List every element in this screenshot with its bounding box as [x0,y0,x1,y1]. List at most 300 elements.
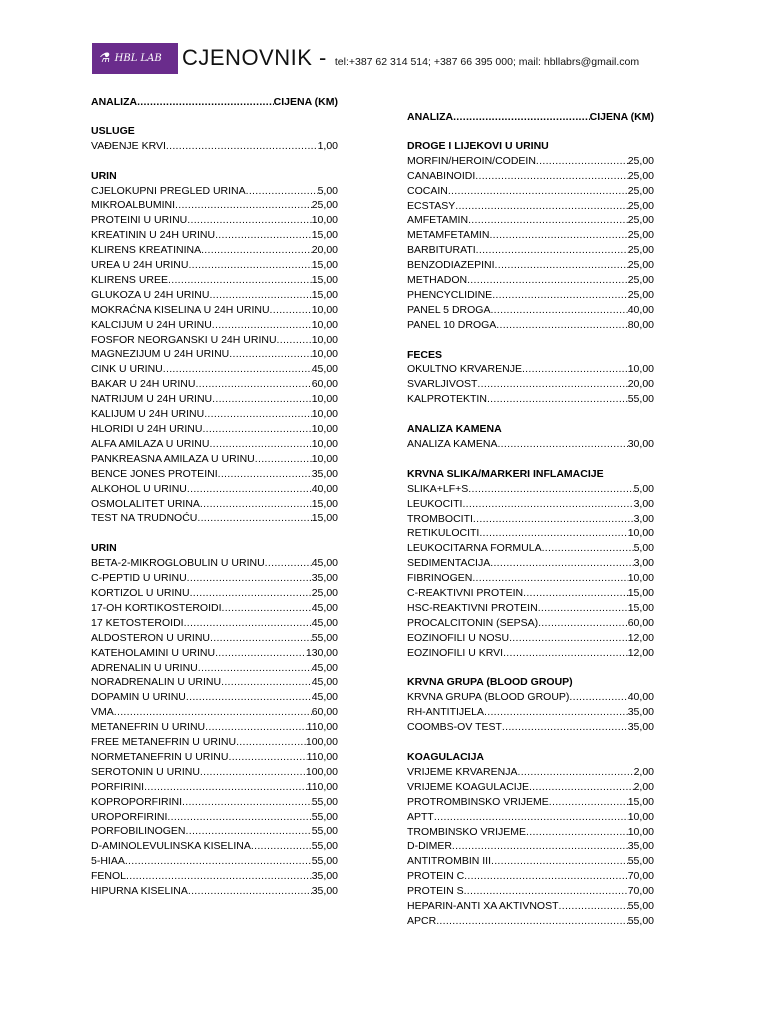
dot-leader [490,556,633,571]
analysis-name: FENOL [91,870,127,883]
dot-leader [538,601,628,616]
dot-leader [569,690,627,705]
dot-leader [475,169,627,184]
analysis-name: AMFETAMIN [407,214,469,227]
hbl-lab-logo [92,43,178,74]
price-section [91,124,338,154]
dot-leader [125,854,312,869]
price-row [91,675,338,690]
analysis-name: VRIJEME KOAGULACIJE [407,780,529,793]
price-row [407,512,654,527]
analysis-price: 35,00 [627,721,654,734]
dot-leader [200,497,312,512]
price-row [91,333,338,348]
analysis-price: 25,00 [627,154,654,167]
price-row [407,169,654,184]
analysis-name: UROPORFIRINI [91,810,168,823]
dot-leader [522,362,628,377]
price-row [91,482,338,497]
analysis-name: MORFIN/HEROIN/CODEIN [407,154,536,167]
column-header-analysis: ANALIZA [407,111,454,123]
price-row [91,303,338,318]
price-row [91,646,338,661]
price-row [407,556,654,571]
analysis-price: 25,00 [627,229,654,242]
dot-leader [186,824,312,839]
analysis-name: FIBRINOGEN [407,572,473,585]
dot-leader [205,720,307,735]
dot-leader [197,511,311,526]
analysis-name: ANTITROMBIN III [407,855,491,868]
analysis-name: HEPARIN-ANTI XA AKTIVNOST [407,900,559,913]
analysis-name: TROMBOCITI [407,512,473,525]
dot-leader [452,839,628,854]
column-header [91,95,338,110]
price-row [407,914,654,929]
price-row [407,839,654,854]
analysis-name: KORTIZOL U URINU [91,586,190,599]
dot-leader [190,586,312,601]
price-row [91,705,338,720]
analysis-name: HLORIDI U 24H URINU [91,423,203,436]
dot-leader [209,437,311,452]
price-row [91,437,338,452]
analysis-price: 100,00 [305,765,338,778]
price-row [91,690,338,705]
analysis-price: 15,00 [311,259,338,272]
analysis-price: 10,00 [311,303,338,316]
analysis-price: 25,00 [311,199,338,212]
dot-leader [476,243,628,258]
analysis-price: 110,00 [306,780,338,793]
analysis-price: 35,00 [311,885,338,898]
analysis-name: ADRENALIN U URINU [91,661,198,674]
price-row [407,765,654,780]
price-row [407,288,654,303]
section-title: ANALIZA KAMENA [407,423,502,436]
dot-leader [468,213,628,228]
price-row [407,825,654,840]
dot-leader [186,690,312,705]
analysis-name: SEDIMENTACIJA [407,557,491,570]
analysis-price: 10,00 [311,408,338,421]
price-row [407,243,654,258]
analysis-price: 3,00 [633,512,654,525]
dot-leader [523,586,628,601]
dot-leader [210,631,312,646]
price-row [91,854,338,869]
analysis-price: 45,00 [311,557,338,570]
analysis-price: 10,00 [311,393,338,406]
price-row [91,497,338,512]
analysis-price: 25,00 [627,184,654,197]
column-header-price: CIJENA (KM) [589,111,654,123]
dot-leader [464,884,628,899]
dot-leader [168,273,312,288]
analysis-price: 3,00 [633,497,654,510]
analysis-name: RH-ANTITIJELA [407,706,485,719]
left-column [91,95,338,914]
price-row [407,482,654,497]
analysis-name: KALIJUM U 24H URINU [91,408,205,421]
dot-leader [200,765,306,780]
dot-leader [495,258,628,273]
analysis-name: PHENCYCLIDINE [407,288,493,301]
dot-leader [526,825,628,840]
dot-leader [489,228,627,243]
analysis-price: 25,00 [627,244,654,257]
dot-leader [509,631,628,646]
dot-leader [236,735,306,750]
analysis-price: 10,00 [627,363,654,376]
column-header [407,110,654,125]
price-row [91,884,338,899]
analysis-name: CINK U URINU [91,363,163,376]
dot-leader [265,556,312,571]
price-row [407,526,654,541]
analysis-name: ALKOHOL U URINU [91,482,187,495]
dot-leader [246,184,318,199]
price-row [91,273,338,288]
dot-leader [270,303,312,318]
section-title: KRVNA SLIKA/MARKERI INFLAMACIJE [407,467,604,480]
analysis-name: METHADON [407,274,468,287]
price-section [407,422,654,452]
analysis-price: 25,00 [627,259,654,272]
dot-leader [277,333,312,348]
analysis-name: NORMETANEFRIN U URINU [91,750,229,763]
analysis-price: 15,00 [627,587,654,600]
analysis-name: COCAIN [407,184,448,197]
price-row [407,646,654,661]
analysis-name: C-PEPTID U URINU [91,572,187,585]
analysis-price: 70,00 [627,870,654,883]
analysis-name: DOPAMIN U URINU [91,691,186,704]
dot-leader [467,273,628,288]
analysis-name: PROTEIN C [407,870,465,883]
price-row [91,213,338,228]
analysis-name: OSMOLALITET URINA [91,497,200,510]
price-row [407,705,654,720]
analysis-price: 10,00 [311,423,338,436]
dot-leader [479,526,627,541]
analysis-price: 45,00 [311,616,338,629]
analysis-name: APTT [407,810,434,823]
analysis-name: ANALIZA KAMENA [407,438,498,450]
dot-leader [549,795,628,810]
dot-leader [491,854,628,869]
analysis-name: GLUKOZA U 24H URINU [91,288,210,301]
analysis-name: KALCIJUM U 24H URINU [91,318,212,331]
price-row [91,765,338,780]
analysis-name: 17-OH KORTIKOSTEROIDI [91,601,222,614]
price-row [91,735,338,750]
analysis-name: HSC-REAKTIVNI PROTEIN [407,601,538,614]
dot-leader [114,705,312,720]
analysis-name: ECSTASY [407,199,456,212]
analysis-name: PANEL 10 DROGA [407,318,497,331]
price-row [91,839,338,854]
price-row [407,571,654,586]
analysis-price: 5,00 [633,482,654,495]
analysis-price: 55,00 [627,393,654,406]
dot-leader [453,110,590,125]
analysis-name: KLIRENS UREE [91,273,169,286]
price-row [91,184,338,199]
dot-leader [492,288,628,303]
dot-leader [215,228,312,243]
dot-leader [201,243,312,258]
analysis-name: VRIJEME KRVARENJA [407,765,518,778]
analysis-name: KATEHOLAMINI U URINU [91,646,216,659]
analysis-name: D-DIMER [407,840,452,853]
section-title: DROGE I LIJEKOVI U URINU [407,139,549,152]
dot-leader [167,810,311,825]
price-row [91,511,338,526]
price-row [91,631,338,646]
dot-leader [204,407,312,422]
analysis-price: 5,00 [317,184,338,197]
price-row [407,780,654,795]
dot-leader [222,601,312,616]
analysis-name: KREATININ U 24H URINU [91,229,216,242]
analysis-name: VAĐENJE KRVI [91,139,166,152]
dot-leader [209,288,311,303]
logo-text: HBL LAB [114,52,162,64]
analysis-name: MAGNEZIJUM U 24H URINU [91,348,230,361]
analysis-price: 5,00 [633,542,654,555]
dot-leader [184,616,312,631]
analysis-name: 5-HIAA [91,855,125,868]
dot-leader [502,720,628,735]
dot-leader [472,571,627,586]
analysis-name: LEUKOCITI [407,497,463,510]
dot-leader [221,675,312,690]
price-row [91,362,338,377]
price-row [91,392,338,407]
analysis-name: FOSFOR NEORGANSKI U 24H URINU [91,333,277,346]
analysis-name: BAKAR U 24H URINU [91,378,196,391]
section-title: KRVNA GRUPA (BLOOD GROUP) [407,676,573,689]
analysis-price: 3,00 [633,557,654,570]
price-row [407,318,654,333]
analysis-name: NATRIJUM U 24H URINU [91,393,213,406]
price-row [91,198,338,213]
analysis-price: 110,00 [306,750,338,763]
price-section [91,541,338,899]
analysis-name: D-AMINOLEVULINSKA KISELINA [91,840,251,853]
dot-leader [484,705,628,720]
analysis-price: 45,00 [311,661,338,674]
price-row [407,392,654,407]
analysis-name: UREA U 24H URINU [91,259,189,272]
price-row [407,884,654,899]
price-row [407,854,654,869]
analysis-name: PORFOBILINOGEN [91,825,186,838]
analysis-name: PROCALCITONIN (SEPSA) [407,616,539,629]
price-row [407,184,654,199]
analysis-name: APCR [407,914,437,927]
dot-leader [487,392,628,407]
analysis-name: TROMBINSKO VRIJEME [407,825,527,838]
analysis-price: 45,00 [311,601,338,614]
analysis-price: 35,00 [627,840,654,853]
dot-leader [529,780,634,795]
dot-leader [251,839,312,854]
dot-leader [187,213,311,228]
dot-leader [462,497,633,512]
analysis-price: 60,00 [311,706,338,719]
contact-info: tel:+387 62 314 514; +387 66 395 000; mail: hbllabrs@gmail.com [334,56,640,68]
analysis-price: 20,00 [627,378,654,391]
analysis-price: 30,00 [627,438,654,450]
dot-leader [436,914,628,929]
dot-leader [202,422,311,437]
dot-leader [542,541,634,556]
analysis-name: EOZINOFILI U KRVI [407,646,504,659]
dot-leader [503,646,628,661]
dot-leader [198,661,312,676]
analysis-price: 60,00 [311,378,338,391]
dot-leader [218,467,312,482]
price-row [407,616,654,631]
price-row [91,556,338,571]
dot-leader [163,362,312,377]
document-header [92,42,639,74]
price-row [91,407,338,422]
analysis-price: 130,00 [305,646,338,659]
price-row [91,288,338,303]
analysis-name: SVARLJIVOST [407,378,478,391]
analysis-price: 55,00 [311,631,338,644]
price-row [91,139,338,154]
analysis-price: 55,00 [627,855,654,868]
analysis-name: NORADRENALIN U URINU [91,676,222,689]
price-row [91,869,338,884]
dot-leader [212,318,312,333]
analysis-price: 20,00 [311,244,338,257]
analysis-name: BETA-2-MIKROGLOBULIN U URINU [91,557,265,570]
analysis-name: RETIKULOCITI [407,527,480,540]
analysis-name: SLIKA+LF+S [407,482,469,495]
analysis-name: ALFA AMILAZA U URINU [91,437,210,450]
price-row [407,720,654,735]
analysis-price: 10,00 [311,214,338,227]
dot-leader [473,512,634,527]
dot-leader [137,95,274,110]
analysis-name: FREE METANEFRIN U URINU [91,736,237,749]
price-row [407,213,654,228]
analysis-name: EOZINOFILI U NOSU [407,631,510,644]
analysis-price: 25,00 [627,214,654,227]
analysis-name: KOPROPORFIRINI [91,795,183,808]
analysis-name: BENCE JONES PROTEINI [91,467,218,480]
analysis-price: 10,00 [311,318,338,331]
price-section [407,348,654,408]
analysis-name: ALDOSTERON U URINU [91,631,211,644]
price-row [91,318,338,333]
analysis-price: 55,00 [627,900,654,913]
price-row [91,228,338,243]
dot-leader [448,184,628,199]
analysis-price: 25,00 [627,169,654,182]
dot-leader [255,452,312,467]
price-row [407,601,654,616]
price-section [407,467,654,661]
dot-leader [182,795,312,810]
analysis-price: 12,00 [627,631,654,644]
analysis-name: BARBITURATI [407,244,476,257]
price-row [91,347,338,362]
analysis-price: 55,00 [627,914,654,927]
analysis-price: 35,00 [627,706,654,719]
analysis-price: 55,00 [311,810,338,823]
price-section [407,750,654,929]
price-row [407,586,654,601]
dot-leader [215,646,306,661]
section-title: USLUGE [91,124,135,137]
dot-leader [228,750,306,765]
analysis-name: C-REAKTIVNI PROTEIN [407,587,524,600]
column-header-price: CIJENA (KM) [273,96,338,108]
analysis-name: METAMFETAMIN [407,229,490,242]
analysis-price: 10,00 [627,527,654,540]
analysis-price: 45,00 [311,691,338,704]
analysis-price: 15,00 [311,512,338,525]
analysis-price: 15,00 [311,229,338,242]
analysis-name: METANEFRIN U URINU [91,721,206,734]
price-section [407,675,654,735]
analysis-price: 45,00 [311,363,338,376]
price-section [407,139,654,333]
dot-leader [536,154,628,169]
analysis-name: PORFIRINI [91,780,145,793]
analysis-price: 35,00 [311,467,338,480]
price-row [407,228,654,243]
dot-leader [229,347,311,362]
price-row [407,690,654,705]
price-row [91,795,338,810]
price-section [91,169,338,527]
dot-leader [497,437,627,452]
analysis-name: 17 KETOSTEROIDI [91,616,184,629]
analysis-price: 10,00 [311,437,338,450]
price-row [91,571,338,586]
analysis-price: 55,00 [311,855,338,868]
dot-leader [477,377,627,392]
section-title: URIN [91,542,117,555]
analysis-price: 15,00 [311,497,338,510]
dot-leader [188,884,312,899]
analysis-name: CJELOKUPNI PREGLED URINA [91,184,246,197]
price-row [91,422,338,437]
price-row [91,243,338,258]
analysis-price: 45,00 [311,676,338,689]
dot-leader [468,482,633,497]
section-title: FECES [407,348,443,361]
price-row [91,467,338,482]
analysis-price: 15,00 [627,601,654,614]
price-row [91,258,338,273]
analysis-price: 40,00 [627,303,654,316]
analysis-name: VMA [91,706,114,719]
price-row [91,616,338,631]
dot-leader [559,899,628,914]
analysis-name: PROTEINI U URINU [91,214,188,227]
analysis-price: 25,00 [311,586,338,599]
dot-leader [126,869,312,884]
analysis-name: LEUKOCITARNA FORMULA [407,542,542,555]
